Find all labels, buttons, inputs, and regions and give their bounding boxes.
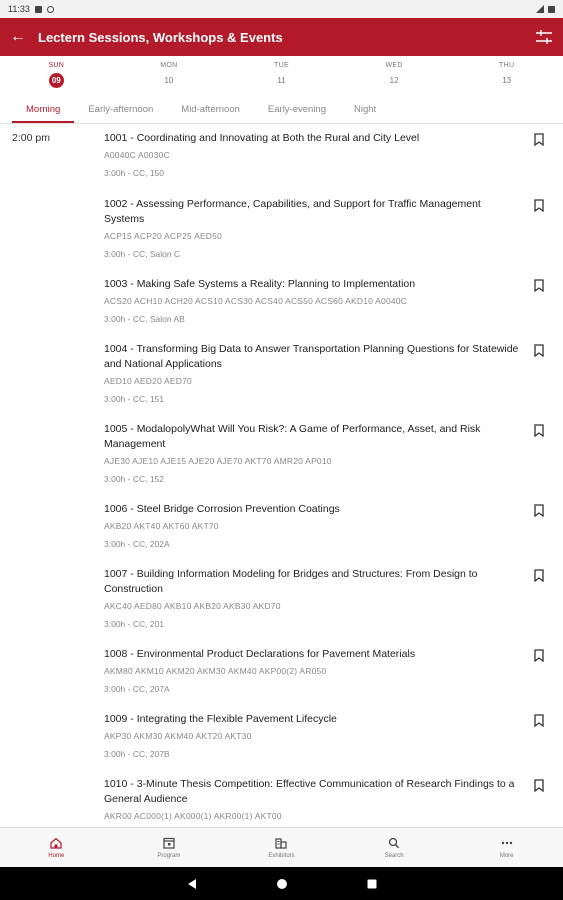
wifi-icon — [536, 5, 544, 13]
session-codes: AJE30 AJE10 AJE15 AJE20 AJE70 AKT70 AMR20 AP010 — [104, 456, 332, 466]
tab-morning[interactable]: Morning — [12, 104, 74, 123]
session-location: 3:00h - CC, 207B — [104, 749, 170, 759]
system-back-icon[interactable] — [186, 878, 198, 890]
more-icon — [500, 837, 514, 849]
session-item[interactable] — [104, 197, 554, 277]
day-name: WED — [385, 62, 403, 69]
session-item[interactable] — [104, 647, 554, 712]
session-location: 3:00h - CC, 151 — [104, 394, 165, 404]
bookmark-icon[interactable] — [534, 569, 544, 582]
day-wed[interactable] — [338, 56, 451, 94]
search-icon — [387, 837, 401, 849]
day-name: SUN — [48, 62, 65, 69]
session-codes: AKP30 AKM30 AKM40 AKT20 AKT30 — [104, 731, 252, 741]
system-navigation-bar — [0, 867, 563, 900]
app-bar — [0, 18, 563, 56]
bookmark-icon[interactable] — [534, 714, 544, 727]
day-name: MON — [160, 62, 178, 69]
session-codes: AKR00 AC000(1) AK000(1) AKR00(1) AKT00 — [104, 811, 282, 821]
bookmark-icon[interactable] — [534, 779, 544, 792]
session-location: 3:00h - CC, 150 — [104, 168, 165, 178]
day-thu[interactable] — [450, 56, 563, 94]
day-number: 09 — [49, 73, 64, 88]
bottom-navigation — [0, 827, 563, 867]
time-slot-label: 2:00 pm — [12, 132, 50, 144]
nav-program[interactable] — [113, 828, 226, 867]
filter-sliders-icon[interactable] — [535, 30, 553, 44]
building-icon — [274, 837, 288, 849]
day-number: 10 — [164, 76, 174, 85]
session-title: 1010 - 3-Minute Thesis Competition: Effective Communication of Research Findings to a General Audience — [104, 778, 515, 805]
session-item[interactable] — [104, 567, 554, 647]
bookmark-icon[interactable] — [534, 504, 544, 517]
session-codes: AKC40 AED80 AKB10 AKB20 AKB30 AKD70 — [104, 601, 281, 611]
day-number: 12 — [389, 76, 399, 85]
session-location: 3:00h - CC, 202A — [104, 539, 170, 549]
session-item[interactable] — [104, 777, 554, 827]
day-mon[interactable] — [113, 56, 226, 94]
nav-more[interactable] — [450, 828, 563, 867]
session-location: 3:00h - CC, 201 — [104, 619, 165, 629]
session-title: 1009 - Integrating the Flexible Pavement Lifecycle — [104, 713, 337, 725]
session-codes: ACS20 ACH10 ACH20 ACS10 ACS30 ACS40 ACS50 ACS60 AKD10 A0040C — [104, 296, 408, 306]
nav-label: More — [499, 852, 514, 859]
session-title: 1002 - Assessing Performance, Capabilities, and Support for Traffic Management Systems — [104, 198, 481, 225]
bookmark-icon[interactable] — [534, 199, 544, 212]
day-sun[interactable] — [0, 56, 113, 94]
session-codes: AKM80 AKM10 AKM20 AKM30 AKM40 AKP00(2) AR050 — [104, 666, 327, 676]
system-recents-icon[interactable] — [366, 878, 378, 890]
session-codes: AKB20 AKT40 AKT60 AKT70 — [104, 521, 219, 531]
day-name: THU — [499, 62, 515, 69]
day-number: 11 — [277, 76, 286, 85]
session-list[interactable] — [0, 124, 563, 827]
back-arrow-icon[interactable]: ← — [10, 28, 26, 45]
session-location: 3:00h - CC, Salon AB — [104, 314, 185, 324]
session-item[interactable] — [104, 502, 554, 567]
session-codes: A0040C A0030C — [104, 150, 170, 160]
bookmark-icon[interactable] — [534, 279, 544, 292]
calendar-icon — [162, 837, 176, 849]
status-bar — [0, 0, 563, 18]
time-of-day-tabs — [0, 94, 563, 124]
battery-icon — [548, 6, 555, 13]
session-location: 3:00h - CC, 207A — [104, 684, 170, 694]
session-title: 1007 - Building Information Modeling for Bridges and Structures: From Design to Construction — [104, 568, 478, 595]
session-item[interactable] — [104, 422, 554, 502]
session-item[interactable] — [104, 712, 554, 777]
session-location: 3:00h - CC, Salon C — [104, 249, 181, 259]
bookmark-icon[interactable] — [534, 424, 544, 437]
session-item[interactable] — [104, 342, 554, 422]
nav-search[interactable] — [338, 828, 451, 867]
session-title: 1003 - Making Safe Systems a Reality: Planning to Implementation — [104, 278, 416, 290]
session-title: 1006 - Steel Bridge Corrosion Prevention Coatings — [104, 503, 340, 515]
nav-label: Program — [157, 852, 181, 859]
session-title: 1005 - ModalopolyWhat Will You Risk?: A Game of Performance, Asset, and Risk Management — [104, 423, 481, 450]
tab-mid-afternoon[interactable]: Mid-afternoon — [181, 104, 240, 115]
session-codes: ACP15 ACP20 ACP25 AED50 — [104, 231, 223, 241]
tab-early-afternoon[interactable]: Early-afternoon — [88, 104, 154, 115]
day-number: 13 — [502, 76, 512, 85]
session-item[interactable] — [104, 277, 554, 342]
session-codes: AED10 AED20 AED70 — [104, 376, 192, 386]
bookmark-icon[interactable] — [534, 344, 544, 357]
tab-early-evening[interactable]: Early-evening — [267, 104, 326, 115]
home-icon — [49, 837, 63, 849]
nav-home[interactable] — [0, 828, 113, 867]
day-name: TUE — [274, 62, 289, 69]
bookmark-icon[interactable] — [534, 133, 544, 146]
bookmark-icon[interactable] — [534, 649, 544, 662]
status-time: 11:33 — [8, 4, 30, 14]
session-title: 1008 - Environmental Product Declarations for Pavement Materials — [104, 648, 416, 660]
session-title: 1001 - Coordinating and Innovating at Both the Rural and City Level — [104, 132, 420, 144]
system-home-icon[interactable] — [276, 878, 288, 890]
nav-label: Search — [384, 852, 404, 859]
session-location: 3:00h - CC, 152 — [104, 474, 165, 484]
nav-label: Exhibitors — [268, 852, 295, 859]
nav-exhibitors[interactable] — [225, 828, 338, 867]
page-title: Lectern Sessions, Workshops & Events — [38, 29, 283, 45]
sim-card-icon — [35, 6, 42, 13]
day-selector — [0, 56, 563, 94]
session-item[interactable] — [104, 131, 554, 197]
at-sign-icon — [47, 6, 54, 13]
tab-night[interactable]: Night — [354, 104, 377, 115]
nav-label: Home — [48, 852, 65, 859]
session-title: 1004 - Transforming Big Data to Answer Transportation Planning Questions for Statewide and National Applications — [104, 343, 519, 370]
day-tue[interactable] — [225, 56, 338, 94]
